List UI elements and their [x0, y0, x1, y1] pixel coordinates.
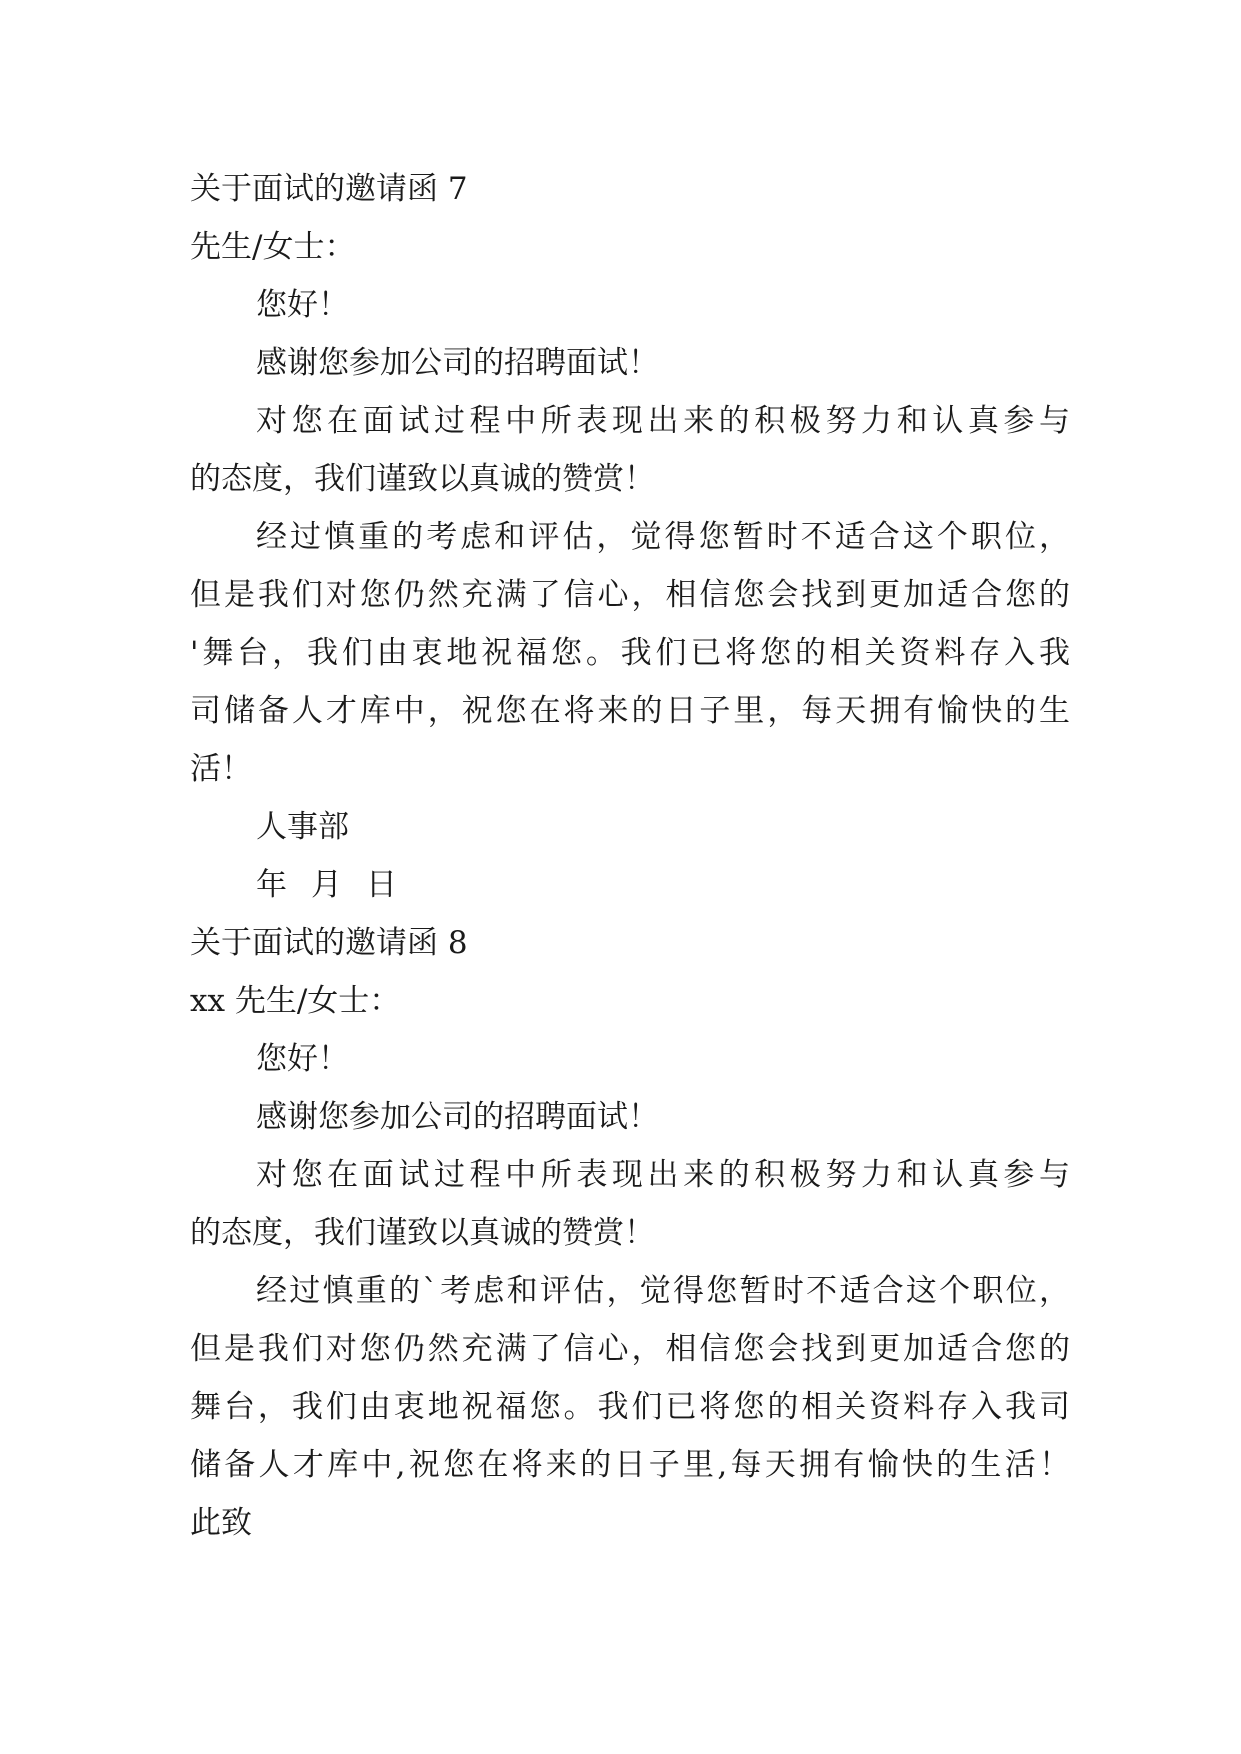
letter7-greeting: 您好！ — [256, 287, 349, 323]
letter7-para2-line5: 活！ — [190, 751, 252, 787]
date-year-label: 年 — [256, 867, 287, 903]
letter7-para2-line1: 经过慎重的考虑和评估，觉得您暂时不适合这个职位， — [256, 519, 1070, 555]
letter7-department: 人事部 — [256, 809, 349, 845]
letter8-salutation: xx 先生/女士： — [190, 983, 401, 1019]
letter8-thanks: 感谢您参加公司的招聘面试！ — [256, 1099, 659, 1135]
letter7-para2-line3: '舞台，我们由衷地祝福您。我们已将您的相关资料存入我 — [190, 635, 1070, 671]
letter7-title: 关于面试的邀请函 7 — [190, 171, 468, 207]
letter8-para2-line3: 舞台，我们由衷地祝福您。我们已将您的相关资料存入我司 — [190, 1389, 1070, 1425]
letter8-greeting: 您好！ — [256, 1041, 349, 1077]
date-day-label: 日 — [366, 867, 397, 903]
letter8-title: 关于面试的邀请函 8 — [190, 925, 468, 961]
date-month-label: 月 — [311, 867, 342, 903]
letter7-date — [190, 856, 1070, 914]
letter8-para2-line2: 但是我们对您仍然充满了信心，相信您会找到更加适合您的 — [190, 1331, 1070, 1367]
letter7-para1-line2: 的态度，我们谨致以真诚的赞赏！ — [190, 461, 655, 497]
letter7-para1-line1: 对您在面试过程中所表现出来的积极努力和认真参与 — [256, 403, 1070, 439]
letter8-para2-line1: 经过慎重的`考虑和评估，觉得您暂时不适合这个职位， — [256, 1273, 1070, 1309]
letter7-para2-line2: 但是我们对您仍然充满了信心，相信您会找到更加适合您的 — [190, 577, 1070, 613]
letter-content — [190, 160, 1070, 1552]
letter7-salutation: 先生/女士： — [190, 229, 356, 265]
letter8-para2-line4: 储备人才库中,祝您在将来的日子里,每天拥有愉快的生活！ — [190, 1447, 1070, 1483]
letter7-para2-line4: 司储备人才库中，祝您在将来的日子里，每天拥有愉快的生 — [190, 693, 1070, 729]
letter8-closing: 此致 — [190, 1505, 252, 1541]
letter8-para1-line1: 对您在面试过程中所表现出来的积极努力和认真参与 — [256, 1157, 1070, 1193]
letter8-para1-line2: 的态度，我们谨致以真诚的赞赏！ — [190, 1215, 655, 1251]
letter7-thanks: 感谢您参加公司的招聘面试！ — [256, 345, 659, 381]
